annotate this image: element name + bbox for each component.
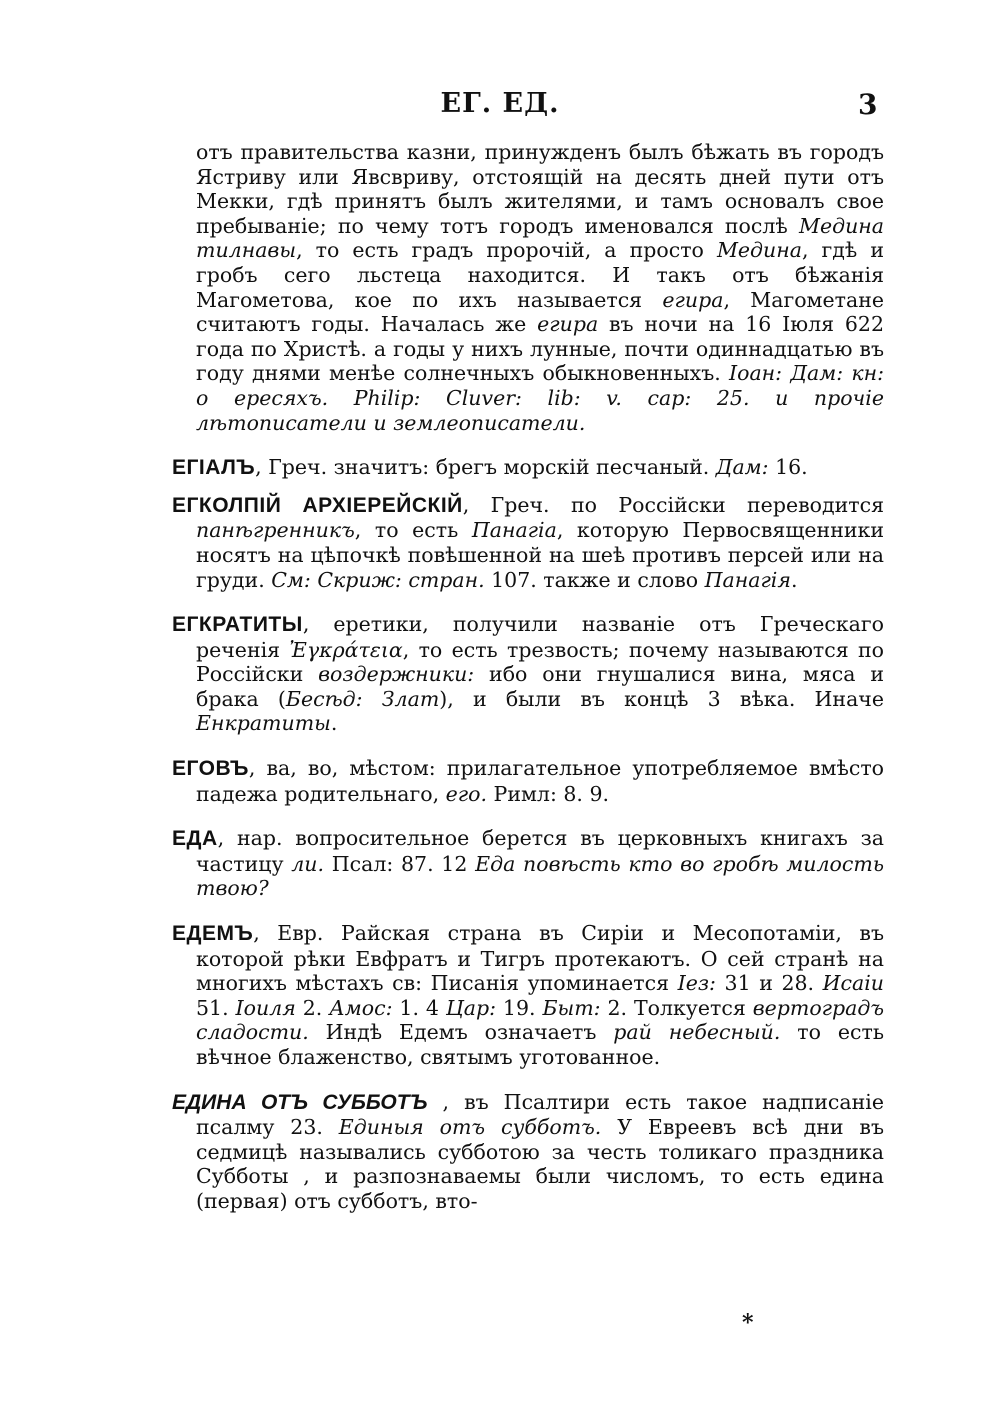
text-run: 2. Толкуется <box>600 995 753 1020</box>
text-run: 2. <box>295 995 330 1020</box>
reference-citation: См: Скриж: стран. <box>271 567 485 592</box>
text-run: . <box>790 567 798 592</box>
entry-egkratity <box>172 612 884 736</box>
entry-egov <box>172 756 884 806</box>
italic-term: Панагіа <box>471 518 557 543</box>
reference-citation: Іоиля <box>235 995 296 1020</box>
italic-term: Медина <box>716 238 802 263</box>
entry-edem <box>172 921 884 1070</box>
italic-term: рай небесный. <box>613 1020 781 1045</box>
italic-term: Енкратиты <box>196 711 331 736</box>
text-run: У Евреевъ всѣ дни въ седмицѣ назывались субботою за честь толикаго праздника Субботы , и разпознаваемы были числомъ, то есть едина (первая) отъ субботъ, вто- <box>196 1115 885 1213</box>
italic-term: егира <box>537 312 599 337</box>
entry-headword: ЕГІАЛЪ <box>172 456 256 480</box>
italic-term: воздержники: <box>318 662 475 687</box>
text-run: , еретики, получили названіе отъ Греческаго реченія <box>196 612 884 662</box>
page-number: 3 <box>858 88 878 121</box>
entry-headword: ЕГОВЪ <box>172 757 249 781</box>
italic-term: вертоградъ сладости. <box>196 995 885 1045</box>
italic-term: Единыя отъ субботъ. <box>338 1115 602 1140</box>
text-run: въ ночи на 16 Іюля 622 года по Христѣ. а годы у нихъ лунные, почти одиннадцатью въ году днями менѣе солнечныхъ обыкновенныхъ. <box>196 312 884 386</box>
italic-quotation: Еда повѣсть кто во гробѣ милость твою? <box>196 851 884 901</box>
text-run: , то есть градъ пророчій, а просто <box>296 238 717 263</box>
reference-citation: Амос: <box>329 995 393 1020</box>
text-run: , Евр. Райская страна въ Сиріи и Месопотаміи, въ которой рѣки Евфратъ и Тигръ протекаютъ. О сей странѣ на многихъ мѣстахъ св: Писанія упоминается <box>196 921 884 996</box>
text-run: то есть вѣчное блаженство, святымъ уготованное. <box>196 1020 884 1069</box>
text-run: , въ Псалтири есть такое надписаніе псалму 23. <box>196 1089 884 1140</box>
text-run: отъ правительства казни, принужденъ былъ бѣжать въ городъ Ястриву или Явсвриву, отстоящій на десять дней пути отъ Мекки, гдѣ принятъ былъ жителями, и тамъ основалъ свое пребываніе; по чему тотъ городъ именовался послѣ <box>196 140 884 238</box>
text-run: 31 и 28. <box>715 971 823 996</box>
text-run: Псал: 87. 12 <box>324 851 476 876</box>
text-run: ), и были въ концѣ 3 вѣка. Иначе <box>439 686 884 711</box>
text-run: 19. <box>496 995 543 1020</box>
text-run: , то есть трезвость; почему называются по Россійски <box>196 637 884 687</box>
text-run: 51. <box>196 995 236 1020</box>
text-run: , гдѣ и гробъ сего льстеца находится. И такъ отъ бѣжанія Магометова, кое по ихъ называется <box>196 238 885 312</box>
entry-headword: ЕДИНА ОТЪ СУББОТЪ <box>172 1090 428 1114</box>
italic-term: панѣгренникъ <box>196 518 355 543</box>
text-run: , Греч. значитъ: брегъ морскій песчаный. <box>255 455 716 480</box>
italic-term: его. <box>445 781 488 806</box>
italic-term: ли. <box>291 851 325 876</box>
text-run: ибо они гнушалися вина, мяса и брака ( <box>196 662 884 711</box>
entry-headword: ЕДА <box>172 827 218 851</box>
reference-citation: Бесѣд: Злат <box>285 686 440 711</box>
text-run: 1. 4 <box>392 995 446 1020</box>
entry-headword: ЕГКРАТИТЫ <box>172 613 303 637</box>
italic-term: Медина тилнавы <box>196 213 884 263</box>
text-run: , ва, во, мѣстом: прилагательное употребляемое вмѣсто падежа родительнаго, <box>196 756 884 806</box>
text-run: , Магометане считаютъ годы. Началась же <box>196 287 884 337</box>
text-run: 16. <box>768 455 808 480</box>
greek-word: Ἐγκράτεια <box>289 637 403 662</box>
reference-citation: Исаіи <box>822 971 884 996</box>
entry-edina-ot-subbot <box>172 1090 884 1214</box>
entry-continuation <box>196 140 884 435</box>
text-run: 107. также и слово <box>484 567 705 592</box>
entry-eda <box>172 826 884 901</box>
text-run: . <box>330 711 338 736</box>
text-run: Римл: 8. 9. <box>487 781 610 806</box>
reference-citation: Іоан: Дам: кн: о ересяхъ. Philip: Cluver: lib: v. cap: 25. и прочіе лѣтописатели и землеописатели. <box>196 361 884 435</box>
reference-citation: Быт: <box>542 995 601 1020</box>
entry-headword: ЕГКОЛПІЙ АРХІЕРЕЙСКІЙ <box>172 493 463 517</box>
reference-citation: Дам: <box>715 455 769 480</box>
italic-term: егира <box>662 287 724 312</box>
running-head: ЕГ. ЕД. <box>440 88 560 119</box>
catchword-mark: * <box>742 1310 754 1336</box>
text-run: , которую Первосвященники носятъ на цѣпочкѣ повѣшенной на шеѣ противъ персей или на груди. <box>196 518 885 592</box>
page-body <box>172 140 884 1214</box>
entry-egkolpiy <box>172 493 884 592</box>
italic-term: Панагія <box>704 567 791 592</box>
text-run: Индѣ Едемъ означаетъ <box>308 1020 614 1045</box>
text-run: , Греч. по Россійски переводится <box>462 492 884 517</box>
reference-citation: Цар: <box>445 995 496 1020</box>
text-run: , нар. вопросительное берется въ церковныхъ книгахъ за частицу <box>196 826 884 876</box>
entry-headword: ЕДЕМЪ <box>172 922 254 946</box>
text-run: , то есть <box>354 518 472 543</box>
entry-egial <box>172 455 884 481</box>
reference-citation: Іез: <box>677 971 716 996</box>
